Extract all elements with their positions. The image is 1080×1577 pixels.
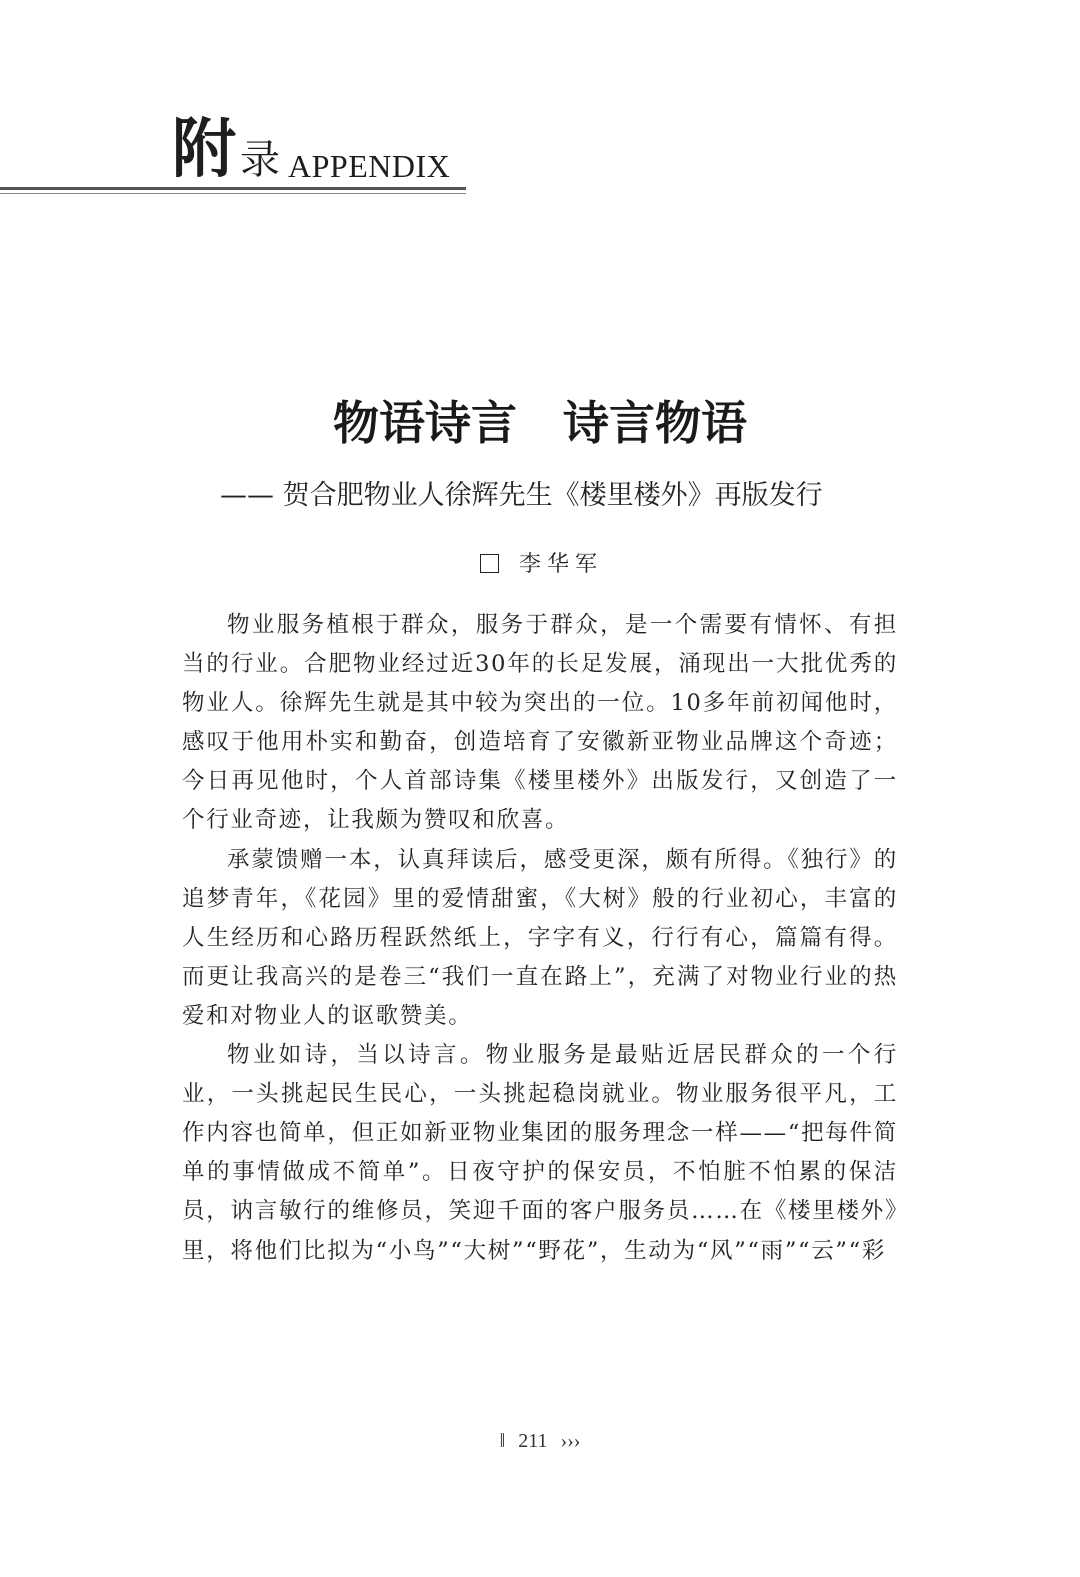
page-footer — [0, 1428, 1080, 1454]
paragraph: 物业服务植根于群众，服务于群众，是一个需要有情怀、有担当的行业。合肥物业经过近30年的长足发展，涌现出一大批优秀的物业人。徐辉先生就是其中较为突出的一位。10多年前初闻他时，感叹于他用朴实和勤奋，创造培育了安徽新亚物业品牌这个奇迹；今日再见他时，个人首部诗集《楼里楼外》出版发行，又创造了一个行业奇迹，让我颇为赞叹和欣喜。 — [182, 612, 898, 834]
appendix-header — [0, 112, 470, 198]
appendix-char-small: 录 — [240, 137, 280, 183]
appendix-char-big: 附 — [172, 112, 236, 187]
author-name: 李华军 — [519, 552, 604, 577]
header-rule-thin — [0, 193, 466, 194]
square-box-icon — [480, 554, 499, 573]
appendix-latin: APPENDIX — [288, 148, 451, 184]
paragraph: 物业如诗，当以诗言。物业服务是最贴近居民群众的一个行业，一头挑起民生民心，一头挑起稳岗就业。物业服务很平凡，工作内容也简单，但正如新亚物业集团的服务理念一样——“把每件简单的事情做成不简单”。日夜守护的保安员，不怕脏不怕累的保洁员，讷言敏行的维修员，笑迎千面的客户服务员……在《楼里楼外》里，将他们比拟为“小鸟”“大树”“野花”，生动为“风”“雨”“云”“彩 — [182, 1042, 898, 1264]
article-subtitle: —— 贺合肥物业人徐辉先生《楼里楼外》再版发行 — [220, 480, 823, 511]
page-number: 211 — [518, 1430, 548, 1452]
footer-left-mark: ‖ — [499, 1430, 506, 1452]
paragraph: 承蒙馈赠一本，认真拜读后，感受更深，颇有所得。《独行》的追梦青年，《花园》里的爱情甜蜜，《大树》般的行业初心，丰富的人生经历和心路历程跃然纸上，字字有义，行行有心，篇篇有得。而更让我高兴的是卷三“我们一直在路上”，充满了对物业行业的热爱和对物业人的讴歌赞美。 — [182, 846, 898, 1029]
footer-right-mark: ››› — [560, 1430, 581, 1452]
author-byline — [480, 548, 603, 582]
article-title: 物语诗言 诗言物语 — [333, 396, 747, 450]
header-rule — [0, 187, 466, 190]
article-body — [182, 606, 898, 1271]
